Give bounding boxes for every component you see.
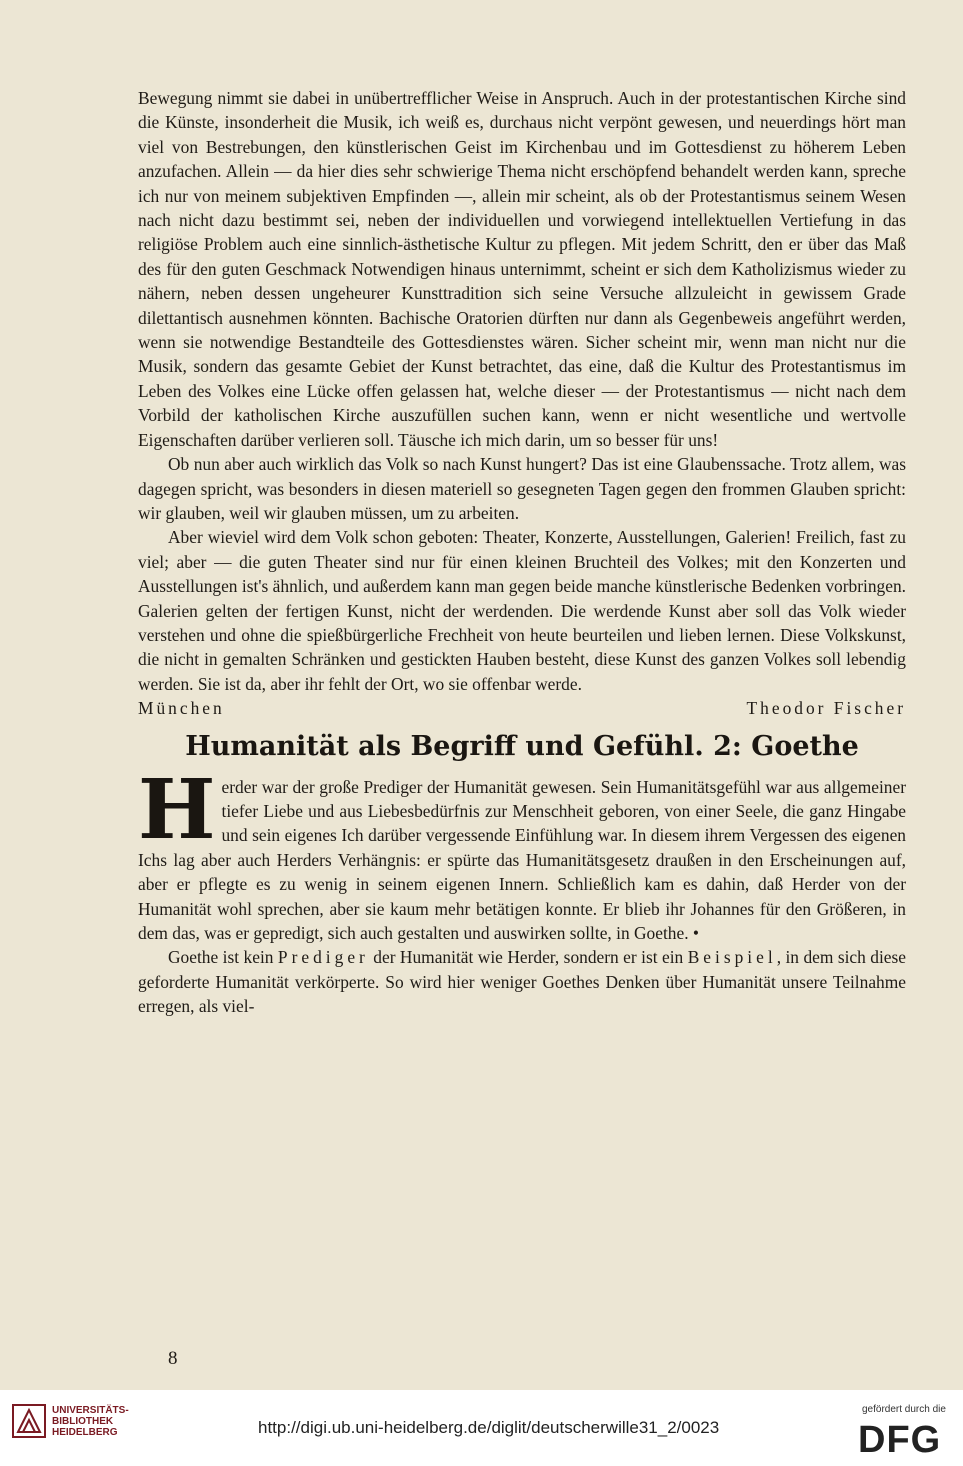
article-p2-part-a: Goethe ist kein xyxy=(168,947,278,968)
library-name xyxy=(52,1405,129,1438)
library-name-line-3: HEIDELBERG xyxy=(52,1426,118,1438)
article-paragraph-1-text: erder war der große Prediger der Humanität gewesen. Sein Humanitätsgefühl war aus allgemeiner tiefer Liebe und aus Liebesbedürfnis zur Menschheit geboren, von einer Seele, die ganz Hingabe und sein eigenes Ich darüber vergessende Einfühlung war. In diesem ihrem Vergessen des eigenen Ichs lag aber auch Herders Verhängnis: er spürte das Humanitätsgesetz draußen in den Erscheinungen auf, aber er pflegte es zu wenig in seinem eigenen Innern. Schließlich kam es dahin, daß Herder von der Humanität wohl sprechen, aber sie kaum mehr betätigen konnte. Er blieb ihr Johannes für den Größeren, in dem das, was er gepredigt, sich auch gestalten und auswirken sollte, in Goethe. xyxy=(138,776,906,943)
article-p2-part-c: der Humanität wie Herder, sondern er ist ein xyxy=(368,947,688,968)
paragraph-3: Aber wieviel wird dem Volk schon geboten: Theater, Konzerte, Ausstellungen, Galerien! Freilich, fast zu viel; aber — die guten Theater sind nur für einen kleinen Bruchteil des Volkes; mit den Konzerten und Ausstellungen ist's ähnlich, und außerdem kann man gegen beide manche künstlerische Bedenken vorbringen. Galerien gelten der fertigen Kunst, nicht der werdenden. Die werdende Kunst aber soll das Volk wieder verstehen und ohne die spießbürgerliche Frechheit von heute beurteilen und lieben lernen. Diese Volkskunst, die nicht in gemalten Schränken und gestickten Hauben besteht, diese Kunst des ganzen Volkes soll lebendig werden. Sie ist da, aber ihr fehlt der Ort, wo sie offenbar werde. xyxy=(138,527,906,694)
source-url-link[interactable]: http://digi.ub.uni-heidelberg.de/diglit/deutscherwille31_2/0023 xyxy=(258,1418,720,1437)
library-seal-icon xyxy=(12,1404,46,1438)
paragraph-2: Ob nun aber auch wirklich das Volk so nach Kunst hungert? Das ist eine Glaubenssache. Trotz allem, was dagegen spricht, was besonders in diesen materiell so gesegneten Tagen gegen den frommen Glauben spricht: wir glauben, weil wir glauben müssen, um zu arbeiten. xyxy=(138,454,906,523)
article-p2-part-e: , in dem sich diese geforderte Humanität verkörperte. So wird hier weniger Goethes Denken über Humanität unsere Teilnahme erregen, als viel- xyxy=(138,947,907,1017)
drop-cap: H xyxy=(138,761,216,858)
funding-note: gefördert durch die xyxy=(862,1404,946,1415)
signature-line xyxy=(138,696,906,720)
emphasis-prediger: Prediger xyxy=(277,947,369,968)
footer-bar xyxy=(0,1390,963,1466)
page-number: 8 xyxy=(168,1348,178,1369)
library-name-line-1: UNIVERSITÄTS- xyxy=(52,1404,129,1416)
emphasis-beispiel: Beispiel xyxy=(687,947,777,968)
signature-author: Theodor Fischer xyxy=(746,698,906,719)
article-paragraph-2 xyxy=(138,945,906,1018)
signature-place: München xyxy=(138,698,225,719)
article-headline: Humanität als Begriff und Gefühl. 2: Goethe xyxy=(185,730,859,762)
paragraph-1: Bewegung nimmt sie dabei in unübertrefflicher Weise in Anspruch. Auch in der protestantischen Kirche sind die Künste, insonderheit die Musik, ich weiß es, durchaus nicht verpönt gewesen, und neuerdings hört man viel von Bestrebungen, den künstlerischen Geist im Kirchenbau und im Gottesdienst zu höherem Leben anzufachen. Allein — da hier dies sehr schwierige Thema nicht erschöpfend behandelt werden kann, spreche ich nur von meinem subjektiven Empfinden —, allein mir scheint, als ob der Protestantismus seinem Wesen nach nicht dazu bestimmt sei, neben der individuellen und vorwiegend intellektuellen Vertiefung in das religiöse Problem auch eine sinnlich-ästhetische Kultur zu pflegen. Mit jedem Schritt, den er über das Maß des für den guten Geschmack Notwendigen hinaus unternimmt, scheint er sich dem Katholizismus wieder zu nähern, neben dessen ungeheurer Kunsttradition sich seine Versuche allzuleicht in gewissem Grade dilettantisch ausnehmen könnten. Bachische Oratorien dürften nur dann als Gegenbeweis angeführt werden, wenn sie notwendige Bestandteile des Gottesdienstes wären. Sicher scheint mir, wenn man nicht nur die Musik, sondern das gesamte Gebiet der Kunst betrachtet, das eine, daß die Kultur des Protestantismus im Leben des Volkes eine Lücke offen gelassen hat, welche dieser — der Protestantismus — nicht nach dem Vorbild der katholischen Kirche auszufüllen suchen kann, wenn er nicht wesentliche und wertvolle Eigenschaften darüber verlieren soll. Täusche ich mich darin, um so besser für uns! xyxy=(138,88,906,450)
article-paragraph-1: Herder war der große Prediger der Humanität gewesen. Sein Humanitätsgefühl war aus allgemeiner tiefer Liebe und aus Liebesbedürfnis zur Menschheit geboren, von einer Seele, die ganz Hingabe und sein eigenes Ich darüber vergessende Einfühlung war. In diesem ihrem Vergessen des eigenen Ichs lag aber auch Herders Verhängnis: er spürte das Humanitätsgesetz draußen in den Erscheinungen auf, aber er pflegte es zu wenig in seinem eigenen Innern. Schließlich kam es dahin, daß Herder von der Humanität wohl sprechen, aber sie kaum mehr betätigen konnte. Er blieb ihr Johannes für den Größeren, in dem das, was er gepredigt, sich auch gestalten und auswirken sollte, in Goethe. • xyxy=(138,761,906,943)
library-logo[interactable] xyxy=(12,1404,129,1438)
dfg-logo[interactable]: DFG xyxy=(858,1419,942,1461)
library-name-line-2: BIBLIOTHEK xyxy=(52,1415,114,1427)
article-body xyxy=(138,86,906,1019)
